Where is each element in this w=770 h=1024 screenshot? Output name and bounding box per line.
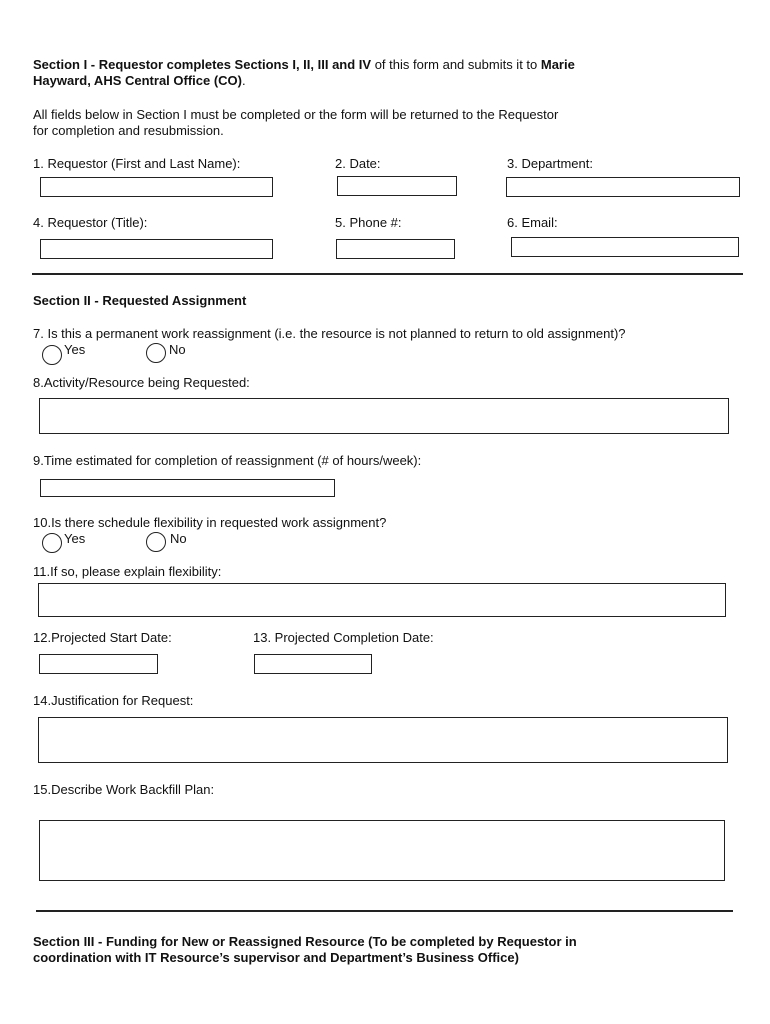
requestor-title-field[interactable] bbox=[40, 239, 273, 259]
q15-label: 15.Describe Work Backfill Plan: bbox=[33, 782, 215, 797]
requestor-name-field[interactable] bbox=[40, 177, 273, 197]
email-field[interactable] bbox=[511, 237, 739, 257]
q14-label: 14.Justification for Request: bbox=[33, 693, 194, 708]
q7-yes-label: Yes bbox=[64, 342, 86, 357]
section-divider-2 bbox=[36, 910, 733, 912]
q13-label: 13. Projected Completion Date: bbox=[253, 630, 434, 645]
section1-note-line1: All fields below in Section I must be completed or the form will be returned to the Requestor bbox=[33, 107, 559, 122]
q9-label: 9.Time estimated for completion of reassignment (# of hours/week): bbox=[33, 453, 422, 468]
q12-label: 12.Projected Start Date: bbox=[33, 630, 172, 645]
section1-intro-line2 bbox=[33, 73, 246, 89]
q14-field[interactable] bbox=[38, 717, 728, 763]
q9-field[interactable] bbox=[40, 479, 335, 497]
department-label: 3. Department: bbox=[507, 156, 593, 171]
q10-no-radio[interactable] bbox=[146, 532, 166, 552]
q10-label: 10.Is there schedule flexibility in requested work assignment? bbox=[33, 515, 387, 530]
q7-yes-radio[interactable] bbox=[42, 345, 62, 365]
section1-intro bbox=[33, 57, 575, 73]
q13-field[interactable] bbox=[254, 654, 372, 674]
q7-no-label: No bbox=[169, 342, 186, 357]
section2-title: Section II - Requested Assignment bbox=[33, 293, 247, 308]
phone-field[interactable] bbox=[336, 239, 455, 259]
section1-intro-text: of this form and submits it to bbox=[371, 57, 541, 72]
section1-intro-period: . bbox=[242, 73, 246, 88]
department-field[interactable] bbox=[506, 177, 740, 197]
q10-no-label: No bbox=[170, 531, 187, 546]
q10-yes-radio[interactable] bbox=[42, 533, 62, 553]
q8-field[interactable] bbox=[39, 398, 729, 434]
section1-recipient-first: Marie bbox=[540, 57, 575, 72]
q7-no-radio[interactable] bbox=[146, 343, 166, 363]
section3-title-line2: coordination with IT Resource’s supervisor and Department’s Business Office) bbox=[33, 950, 519, 965]
date-label: 2. Date: bbox=[335, 156, 381, 171]
section1-note-line2: for completion and resubmission. bbox=[33, 123, 224, 138]
section1-intro-bold: Section I - Requestor completes Sections I, II, III and IV bbox=[33, 57, 372, 72]
q11-label: 11.If so, please explain flexibility: bbox=[33, 564, 222, 579]
date-field[interactable] bbox=[337, 176, 457, 196]
requestor-title-label: 4. Requestor (Title): bbox=[33, 215, 148, 230]
q8-label: 8.Activity/Resource being Requested: bbox=[33, 375, 250, 390]
section-divider bbox=[32, 273, 743, 275]
section1-recipient: Hayward, AHS Central Office (CO) bbox=[33, 73, 243, 88]
q10-yes-label: Yes bbox=[64, 531, 86, 546]
section3-title-line1: Section III - Funding for New or Reassigned Resource (To be completed by Requestor in bbox=[33, 934, 577, 949]
phone-label: 5. Phone #: bbox=[335, 215, 402, 230]
q11-field[interactable] bbox=[38, 583, 726, 617]
email-label: 6. Email: bbox=[507, 215, 558, 230]
q12-field[interactable] bbox=[39, 654, 158, 674]
q7-label: 7. Is this a permanent work reassignment (i.e. the resource is not planned to return to old assignment)? bbox=[33, 326, 626, 341]
requestor-name-label: 1. Requestor (First and Last Name): bbox=[33, 156, 241, 171]
q15-field[interactable] bbox=[39, 820, 725, 881]
